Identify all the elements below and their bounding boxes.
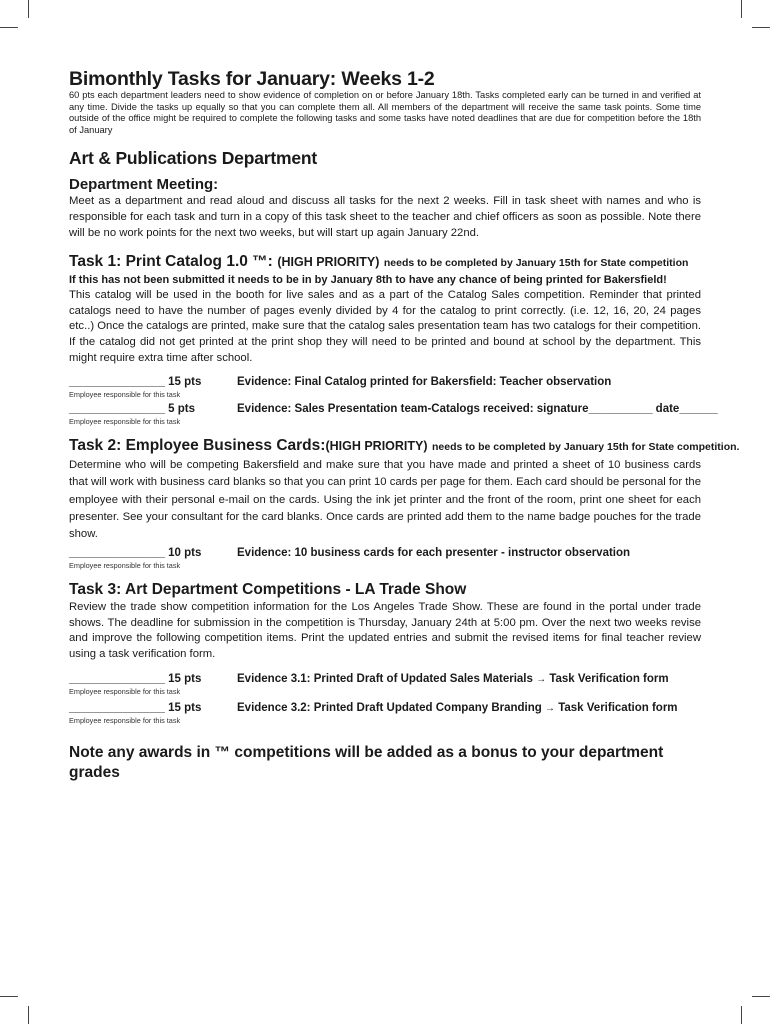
task1-caption-2: Employee responsible for this task [69,417,181,427]
crop-mark-top-right-h [752,27,770,28]
task1-caption-1: Employee responsible for this task [69,390,181,400]
task1-evidence-row-2 [69,403,718,430]
bonus-note: Note any awards in ™ competitions will be added as a bonus to your department grades [69,743,664,781]
task3-caption-1: Employee responsible for this task [69,686,181,696]
task3-title: Task 3: Art Department Competitions - LA Trade Show [69,581,467,599]
task3-title-line [69,580,701,600]
task1-evidence-1: Evidence: Final Catalog printed for Bakersfield: Teacher observation [237,376,612,389]
arrow-right-icon: → [545,702,556,714]
task3-points-1[interactable]: _______________ 15 pts [69,672,202,685]
meeting-heading: Department Meeting: [69,176,219,194]
task1-evidence-2[interactable]: Evidence: Sales Presentation team-Catalogs received: signature__________ date______ [237,403,718,416]
crop-mark-bottom-right-v [741,1006,742,1024]
task3-evidence-1-text: Evidence 3.1: Printed Draft of Updated Sales Materials [237,672,533,685]
task2-priority: (HIGH PRIORITY) [325,439,428,454]
task1-body: This catalog will be used in the booth for live sales and as a part of the Catalog Sales competition. Reminder that printed catalogs need to have the number of pages evenly divided by 4 for the catalog to print correctly. (i.e. 12, 16, 20, 24 pages etc..) Once the catalogs are printed, make sure that the catalog sales presentation team has two catalogs for their competition. If the catalog did not get printed at the print shop they will need to be printed and bound at school by the department. This might require extra time after school. [69,289,701,364]
crop-mark-bottom-right-h [752,996,770,997]
intro-paragraph: 60 pts each department leaders need to show evidence of completion on or before January 18th. Tasks completed early can be turned in and verified at any time. Divide the tasks up equally so that you can complete them all. All members of the department will receive the same task points. Some time outside of the office might be required to complete the following tasks and some tasks have noted deadlines that are due for competition before the 18th of January [69,90,701,135]
task1-deadline: needs to be completed by January 15th for State competition [383,257,689,270]
task1-priority: (HIGH PRIORITY) [277,255,380,270]
task2-deadline: needs to be completed by January 15th for State competition. [431,441,740,454]
task3-evidence-2-after: Task Verification form [558,701,678,714]
task3-evidence-row-1 [69,673,701,702]
page-title: Bimonthly Tasks for January: Weeks 1-2 [69,68,435,90]
crop-mark-top-right-v [741,0,742,18]
crop-mark-top-left-h [0,27,18,28]
task3-evidence-1 [237,673,669,685]
task1-title-line [69,252,701,273]
task3-evidence-row-2 [69,702,701,729]
document-page [69,68,740,783]
task2-caption-1: Employee responsible for this task [69,561,181,571]
task2-evidence-row-1 [69,547,701,574]
task1-evidence-row-1 [69,376,701,403]
task2-title-line [69,436,740,457]
crop-mark-bottom-left-v [28,1006,29,1024]
crop-mark-bottom-left-h [0,996,18,997]
task3-caption-2: Employee responsible for this task [69,715,181,725]
task3-evidence-2 [237,702,678,714]
task2-body: Determine who will be competing Bakersfield and make sure that you have made and printed a sheet of 10 business cards that will work with business card blanks so that you can print 10 cards per page for them. Each card should be personal for the employee with their personal e-mail on the cards. Using the ink jet printer and the front of the room, print one sheet for each presenter. See your consultant for the card blanks. Once cards are printed add them to the name badge pouches for the trade show. [69,459,701,540]
crop-mark-top-left-v [28,0,29,18]
arrow-right-icon: → [536,673,547,685]
task3-points-2[interactable]: _______________ 15 pts [69,701,202,714]
task3-evidence-2-text: Evidence 3.2: Printed Draft Updated Company Branding [237,701,542,714]
task2-title: Task 2: Employee Business Cards: [69,437,326,455]
meeting-body: Meet as a department and read aloud and discuss all tasks for the next 2 weeks. Fill in task sheet with names and who is responsible for each task and turn in a copy of this task sheet to the teacher and chief officers as soon as possible. Note there will be no work points for the next two weeks, but will start up again January 22nd. [69,195,701,239]
task2-evidence-1: Evidence: 10 business cards for each presenter - instructor observation [237,547,631,560]
department-heading: Art & Publications Department [69,148,317,169]
task1-points-1[interactable]: _______________ 15 pts [69,376,202,389]
task3-body: Review the trade show competition information for the Los Angeles Trade Show. These are found in the portal under trade shows. The deadline for submission in the competition is Thursday, January 24th at 5:00 pm. Over the next two weeks revise and improve the following competition items. Print the updated entries and submit the revised items for final teacher review using a task verification form. [69,601,701,660]
task3-evidence-1-after: Task Verification form [549,672,669,685]
task2-points-1[interactable]: _______________ 10 pts [69,547,202,560]
task1-warning: If this has not been submitted it needs to be in by January 8th to have any chance of being printed for Bakersfield! [69,274,667,287]
task1-title: Task 1: Print Catalog 1.0 ™: [69,253,273,271]
task1-points-2[interactable]: _______________ 5 pts [69,403,195,416]
